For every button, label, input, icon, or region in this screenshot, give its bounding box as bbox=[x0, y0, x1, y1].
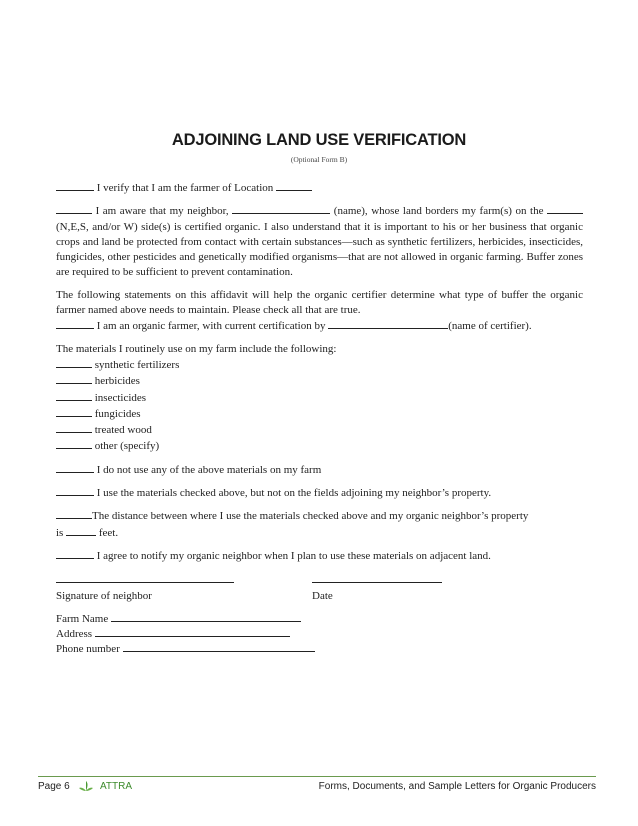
material-item: other (specify) bbox=[56, 438, 583, 454]
address-field[interactable] bbox=[95, 626, 290, 637]
certifier-name-field[interactable] bbox=[328, 318, 448, 329]
check-blank[interactable] bbox=[56, 548, 94, 559]
brand-name: ATTRA bbox=[100, 781, 133, 792]
check-blank[interactable] bbox=[56, 203, 92, 214]
farm-name-field[interactable] bbox=[111, 611, 301, 622]
signature-label: Signature of neighbor bbox=[56, 590, 152, 602]
distance-feet-field[interactable] bbox=[66, 525, 96, 536]
footer-title: Forms, Documents, and Sample Letters for Organic Producers bbox=[318, 781, 596, 792]
check-blank[interactable] bbox=[56, 462, 94, 473]
location-statement: I verify that I am the farmer of Location bbox=[56, 180, 583, 196]
signature-field[interactable] bbox=[56, 582, 234, 583]
page-number: Page 6 bbox=[38, 781, 70, 792]
date-field[interactable] bbox=[312, 582, 442, 583]
check-blank[interactable] bbox=[56, 180, 94, 191]
notify-statement: I agree to notify my organic neighbor when I plan to use these materials on adjacent land. bbox=[56, 548, 583, 564]
material-item: treated wood bbox=[56, 422, 583, 438]
form-body bbox=[56, 180, 583, 564]
check-blank[interactable] bbox=[56, 373, 92, 384]
no-materials-statement: I do not use any of the above materials on my farm bbox=[56, 462, 583, 478]
page-title: ADJOINING LAND USE VERIFICATION bbox=[171, 131, 467, 149]
page-subtitle: (Optional Form B) bbox=[290, 155, 348, 164]
attra-leaf-icon bbox=[78, 780, 94, 792]
phone-row: Phone number bbox=[56, 641, 315, 656]
check-blank[interactable] bbox=[56, 318, 94, 329]
check-blank[interactable] bbox=[56, 422, 92, 433]
address-row: Address bbox=[56, 626, 315, 641]
phone-field[interactable] bbox=[123, 641, 315, 652]
organic-farmer-statement: I am an organic farmer, with current certification by (name of certifier). bbox=[56, 318, 583, 334]
page-footer bbox=[38, 781, 596, 795]
material-item: insecticides bbox=[56, 390, 583, 406]
check-blank[interactable] bbox=[56, 357, 92, 368]
footer-divider bbox=[38, 776, 596, 777]
material-item: fungicides bbox=[56, 406, 583, 422]
farm-name-row: Farm Name bbox=[56, 611, 315, 626]
distance-statement: The distance between where I use the materials checked above and my organic neighbor’s property is feet. bbox=[56, 510, 529, 539]
material-item: synthetic fertilizers bbox=[56, 357, 583, 373]
neighbor-name-field[interactable] bbox=[232, 203, 330, 214]
check-blank[interactable] bbox=[56, 485, 94, 496]
not-adjoining-statement: I use the materials checked above, but not on the fields adjoining my neighbor’s property. bbox=[56, 485, 583, 501]
materials-intro: The materials I routinely use on my farm include the following: bbox=[56, 342, 337, 355]
farm-info bbox=[56, 611, 315, 656]
direction-field[interactable] bbox=[547, 203, 583, 214]
material-item: herbicides bbox=[56, 373, 583, 389]
check-blank[interactable] bbox=[56, 438, 92, 449]
check-blank[interactable] bbox=[56, 390, 92, 401]
date-label: Date bbox=[312, 590, 333, 602]
location-field[interactable] bbox=[276, 180, 312, 191]
aware-statement: I am aware that my neighbor, (name), whose land borders my farm(s) on the (N,E,S, and/or W) side(s) is certified organic. I also understand that it is important to his or her business that organic crops and land be protected from contact with certain substances—such as synthetic fertilizers, herbicides, insecticides, fungicides, other pesticides and genetically modified organisms—that are not allowed in organic farming. Buffer zones are required to be sufficient to prevent contamination. bbox=[56, 205, 583, 279]
check-blank[interactable] bbox=[56, 406, 92, 417]
check-blank[interactable] bbox=[56, 508, 92, 519]
affidavit-statement: The following statements on this affidavit will help the organic certifier determine what type of buffer the organic farmer named above needs to maintain. Please check all that are true. bbox=[56, 288, 583, 317]
